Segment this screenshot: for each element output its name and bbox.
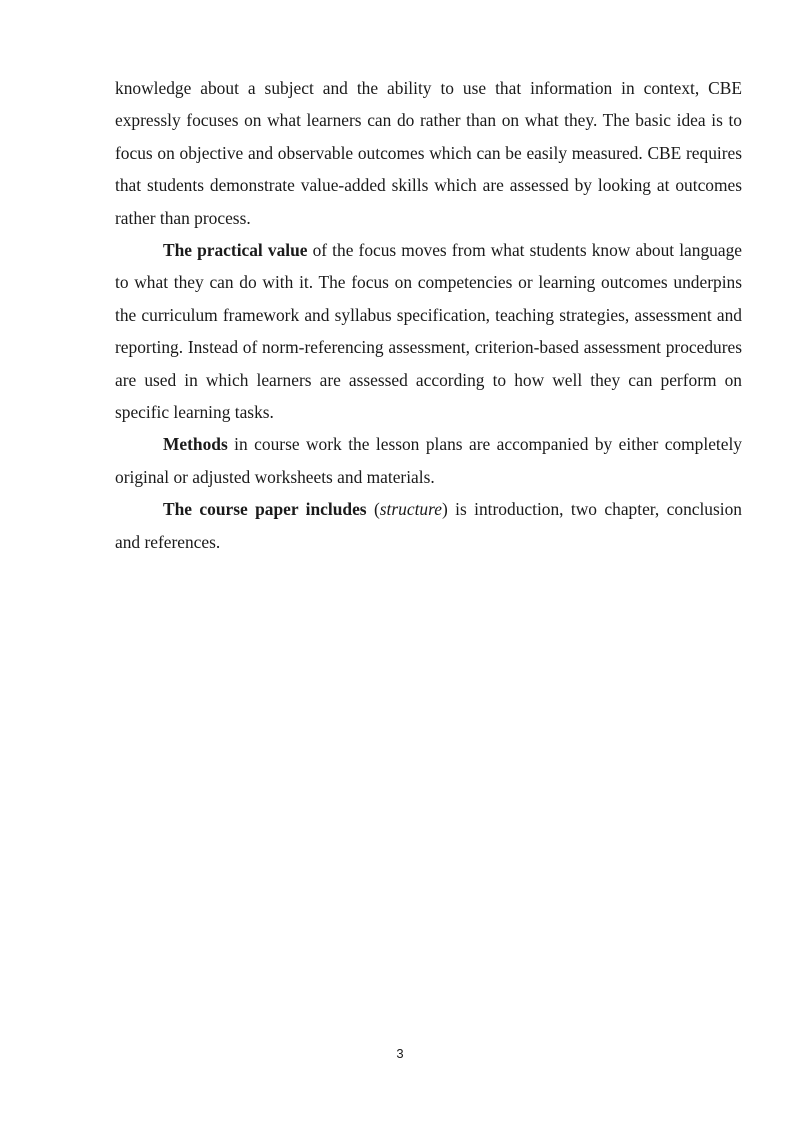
paragraph-lead-bold: The course paper includes bbox=[163, 499, 367, 520]
paragraph-text: in course work the lesson plans are accompanied by either completely original or adjusted worksheets and materials. bbox=[115, 434, 742, 487]
paragraph-structure bbox=[115, 493, 742, 558]
body-text bbox=[115, 72, 742, 558]
page-number: 3 bbox=[396, 1046, 404, 1061]
paragraph-lead-bold: The practical value bbox=[163, 240, 308, 261]
paragraph-text: knowledge about a subject and the ability to use that information in context, CBE expressly focuses on what learners can do rather than on what they. The basic idea is to focus on objective and observable outcomes which can be easily measured. CBE requires that students demonstrate value-added skills which are assessed by looking at outcomes rather than process. bbox=[115, 78, 742, 228]
paragraph-practical-value bbox=[115, 234, 742, 428]
paragraph-text-before-italic: ( bbox=[366, 499, 380, 520]
paragraph-text: of the focus moves from what students know about language to what they can do with it. The focus on competencies or learning outcomes underpins the curriculum framework and syllabus specification, teaching strategies, assessment and reporting. Instead of norm-referencing assessment, criterion-based assessment procedures are used in which learners are assessed according to how well they can perform on specific learning tasks. bbox=[115, 240, 742, 423]
paragraph-italic-term: structure bbox=[379, 499, 442, 520]
paragraph-text-after-italic: ) is introduction, two chapter, conclusion and references. bbox=[115, 499, 742, 552]
paragraph-methods bbox=[115, 428, 742, 493]
paragraph-continued bbox=[115, 72, 742, 234]
paragraph-lead-bold: Methods bbox=[163, 434, 228, 455]
